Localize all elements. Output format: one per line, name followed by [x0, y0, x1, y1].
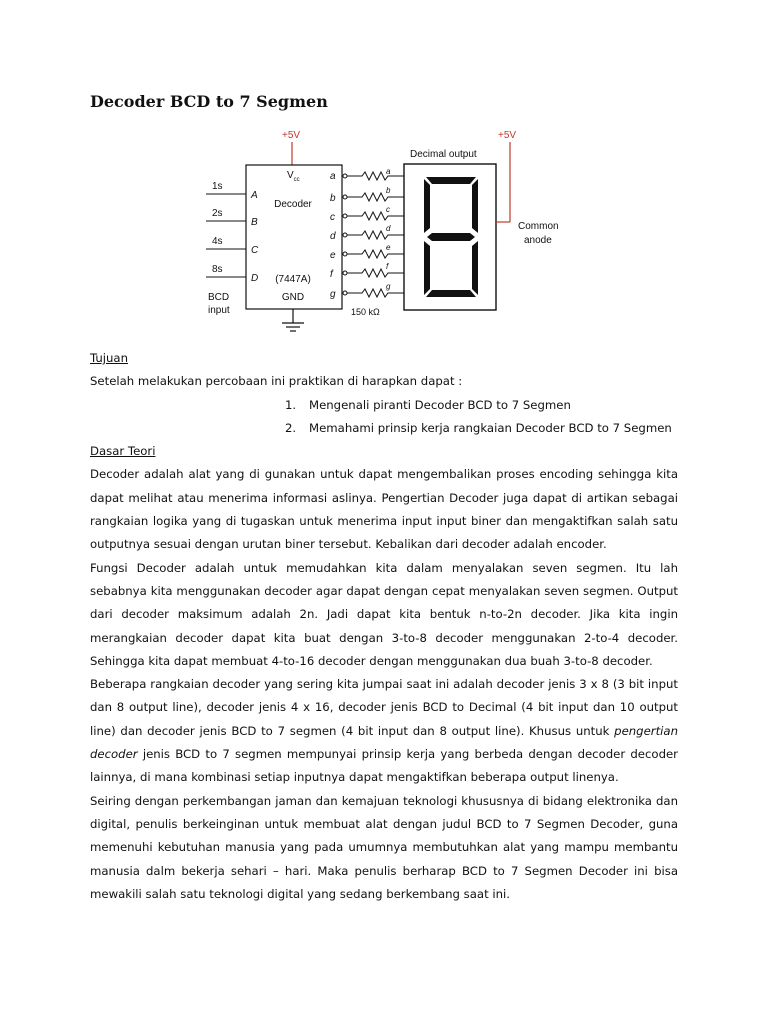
pin-c: C	[251, 245, 259, 256]
pin-d: D	[251, 273, 259, 284]
common-anode-line1: Common	[518, 221, 559, 232]
vcc-right-label: +5V	[498, 130, 517, 141]
out-pin-e: e	[330, 250, 336, 261]
paragraph-types: Beberapa rangkaian decoder yang sering kita jumpai saat ini adalah decoder jenis 3 x 8 (3 bit input dan 8 output line), decoder jenis 4 x 16, decoder jenis BCD to Decimal (4 bit input dan 10 output line) dan decoder jenis BCD to 7 segmen (4 bit input dan 8 output line). Khusus untuk pengertian decoder jenis BCD to 7 segmen mempunyai prinsip kerja yang berbeda dengan decoder decoder lainnya, di mana kombinasi setiap inputnya dapat mengaktifkan beberapa output linenya.	[90, 677, 678, 785]
bcd-label-line2: input	[208, 305, 230, 316]
chip-vcc-label: $V_{cc}$	[287, 170, 300, 183]
paragraph-definition: Decoder adalah alat yang di gunakan untuk dapat mengembalikan proses encoding sehingga kita dapat melihat atau menerima informasi aslinya. Pengertian Decoder juga dapat di artikan sebagai rangkaian logika yang di tugaskan untuk menerima input input biner dan mengaktifkan salah satu outputnya sesuai dengan urutan biner tersebut. Kebalikan dari decoder adalah encoder.	[90, 467, 678, 552]
emphasis-text: pengertian decoder	[90, 723, 678, 762]
tujuan-intro: Setelah melakukan percobaan ini praktikan di harapkan dapat :	[90, 374, 463, 389]
wire-label-a: a	[386, 167, 391, 176]
input-label-2s: 2s	[212, 208, 223, 219]
chip-gnd-label: GND	[281, 292, 305, 303]
wire-label-f: f	[386, 262, 389, 271]
input-label-1s: 1s	[212, 181, 223, 192]
ground-symbol	[282, 309, 304, 331]
wire-label-e: e	[386, 243, 391, 252]
resistor-value-label: 150 kΩ	[351, 307, 380, 317]
vcc-label: +5V	[282, 130, 301, 141]
wire-label-c: c	[386, 205, 390, 214]
out-pin-g: g	[330, 289, 336, 300]
decoder-chip	[246, 165, 342, 309]
chip-part-number: (7447A)	[275, 274, 311, 285]
document-title: Decoder BCD to 7 Segmen	[90, 92, 328, 111]
input-label-8s: 8s	[212, 264, 223, 275]
out-pin-f: f	[330, 269, 333, 280]
decimal-output-label: Decimal output	[410, 149, 477, 160]
out-pin-a: a	[330, 171, 336, 182]
wire-label-b: b	[386, 186, 391, 195]
bcd-label-line1: BCD	[208, 292, 230, 303]
list-item: 1. Mengenali piranti Decoder BCD to 7 Segmen	[285, 397, 571, 412]
paragraph-function: Fungsi Decoder adalah untuk memudahkan kita dalam menyalakan seven segmen. Itu lah sebabnya kita menggunakan decoder agar dapat dengan cepat menyalakan seven segmen. Output dari decoder maksimum adalah 2n. Jadi dapat kita bentuk n-to-2n decoder. Jika kita ingin merangkaian decoder dapat kita buat dengan 3-to-8 decoder menggunakan 2-to-4 decoder. Sehingga kita dapat membuat 4-to-16 decoder dengan menggunakan dua buah 3-to-8 decoder.	[90, 560, 678, 668]
wire-label-g: g	[386, 282, 391, 291]
chip-name: Decoder	[274, 199, 312, 210]
common-anode-line2: anode	[524, 235, 552, 246]
pin-b: B	[251, 217, 258, 228]
out-pin-d: d	[330, 231, 336, 242]
out-pin-b: b	[330, 193, 336, 204]
list-item: 2. Memahami prinsip kerja rangkaian Decoder BCD to 7 Segmen	[285, 420, 672, 435]
document-body	[90, 347, 678, 906]
input-label-4s: 4s	[212, 236, 223, 247]
out-pin-c: c	[330, 212, 335, 223]
paragraph-background: Seiring dengan perkembangan jaman dan kemajuan teknologi khususnya di bidang elektronika dan digital, penulis berkeinginan untuk membuat alat dengan judul BCD to 7 Segmen Decoder, guna memenuhi kebutuhan manusia yang pada umumnya membutuhkan alat yang mampu membantu manusia dalm bekerja sehari – hari. Maka penulis berharap BCD to 7 Segmen Decoder ini bisa mewakili salah satu teknologi digital yang sedang berkembang saat ini.	[90, 793, 678, 901]
dasar-teori-heading: Dasar Teori	[90, 444, 156, 459]
decoder-circuit-diagram	[196, 122, 596, 346]
resistor-network	[343, 172, 404, 297]
pin-a: A	[251, 190, 258, 201]
wire-label-d: d	[386, 224, 391, 233]
tujuan-heading: Tujuan	[90, 351, 128, 365]
